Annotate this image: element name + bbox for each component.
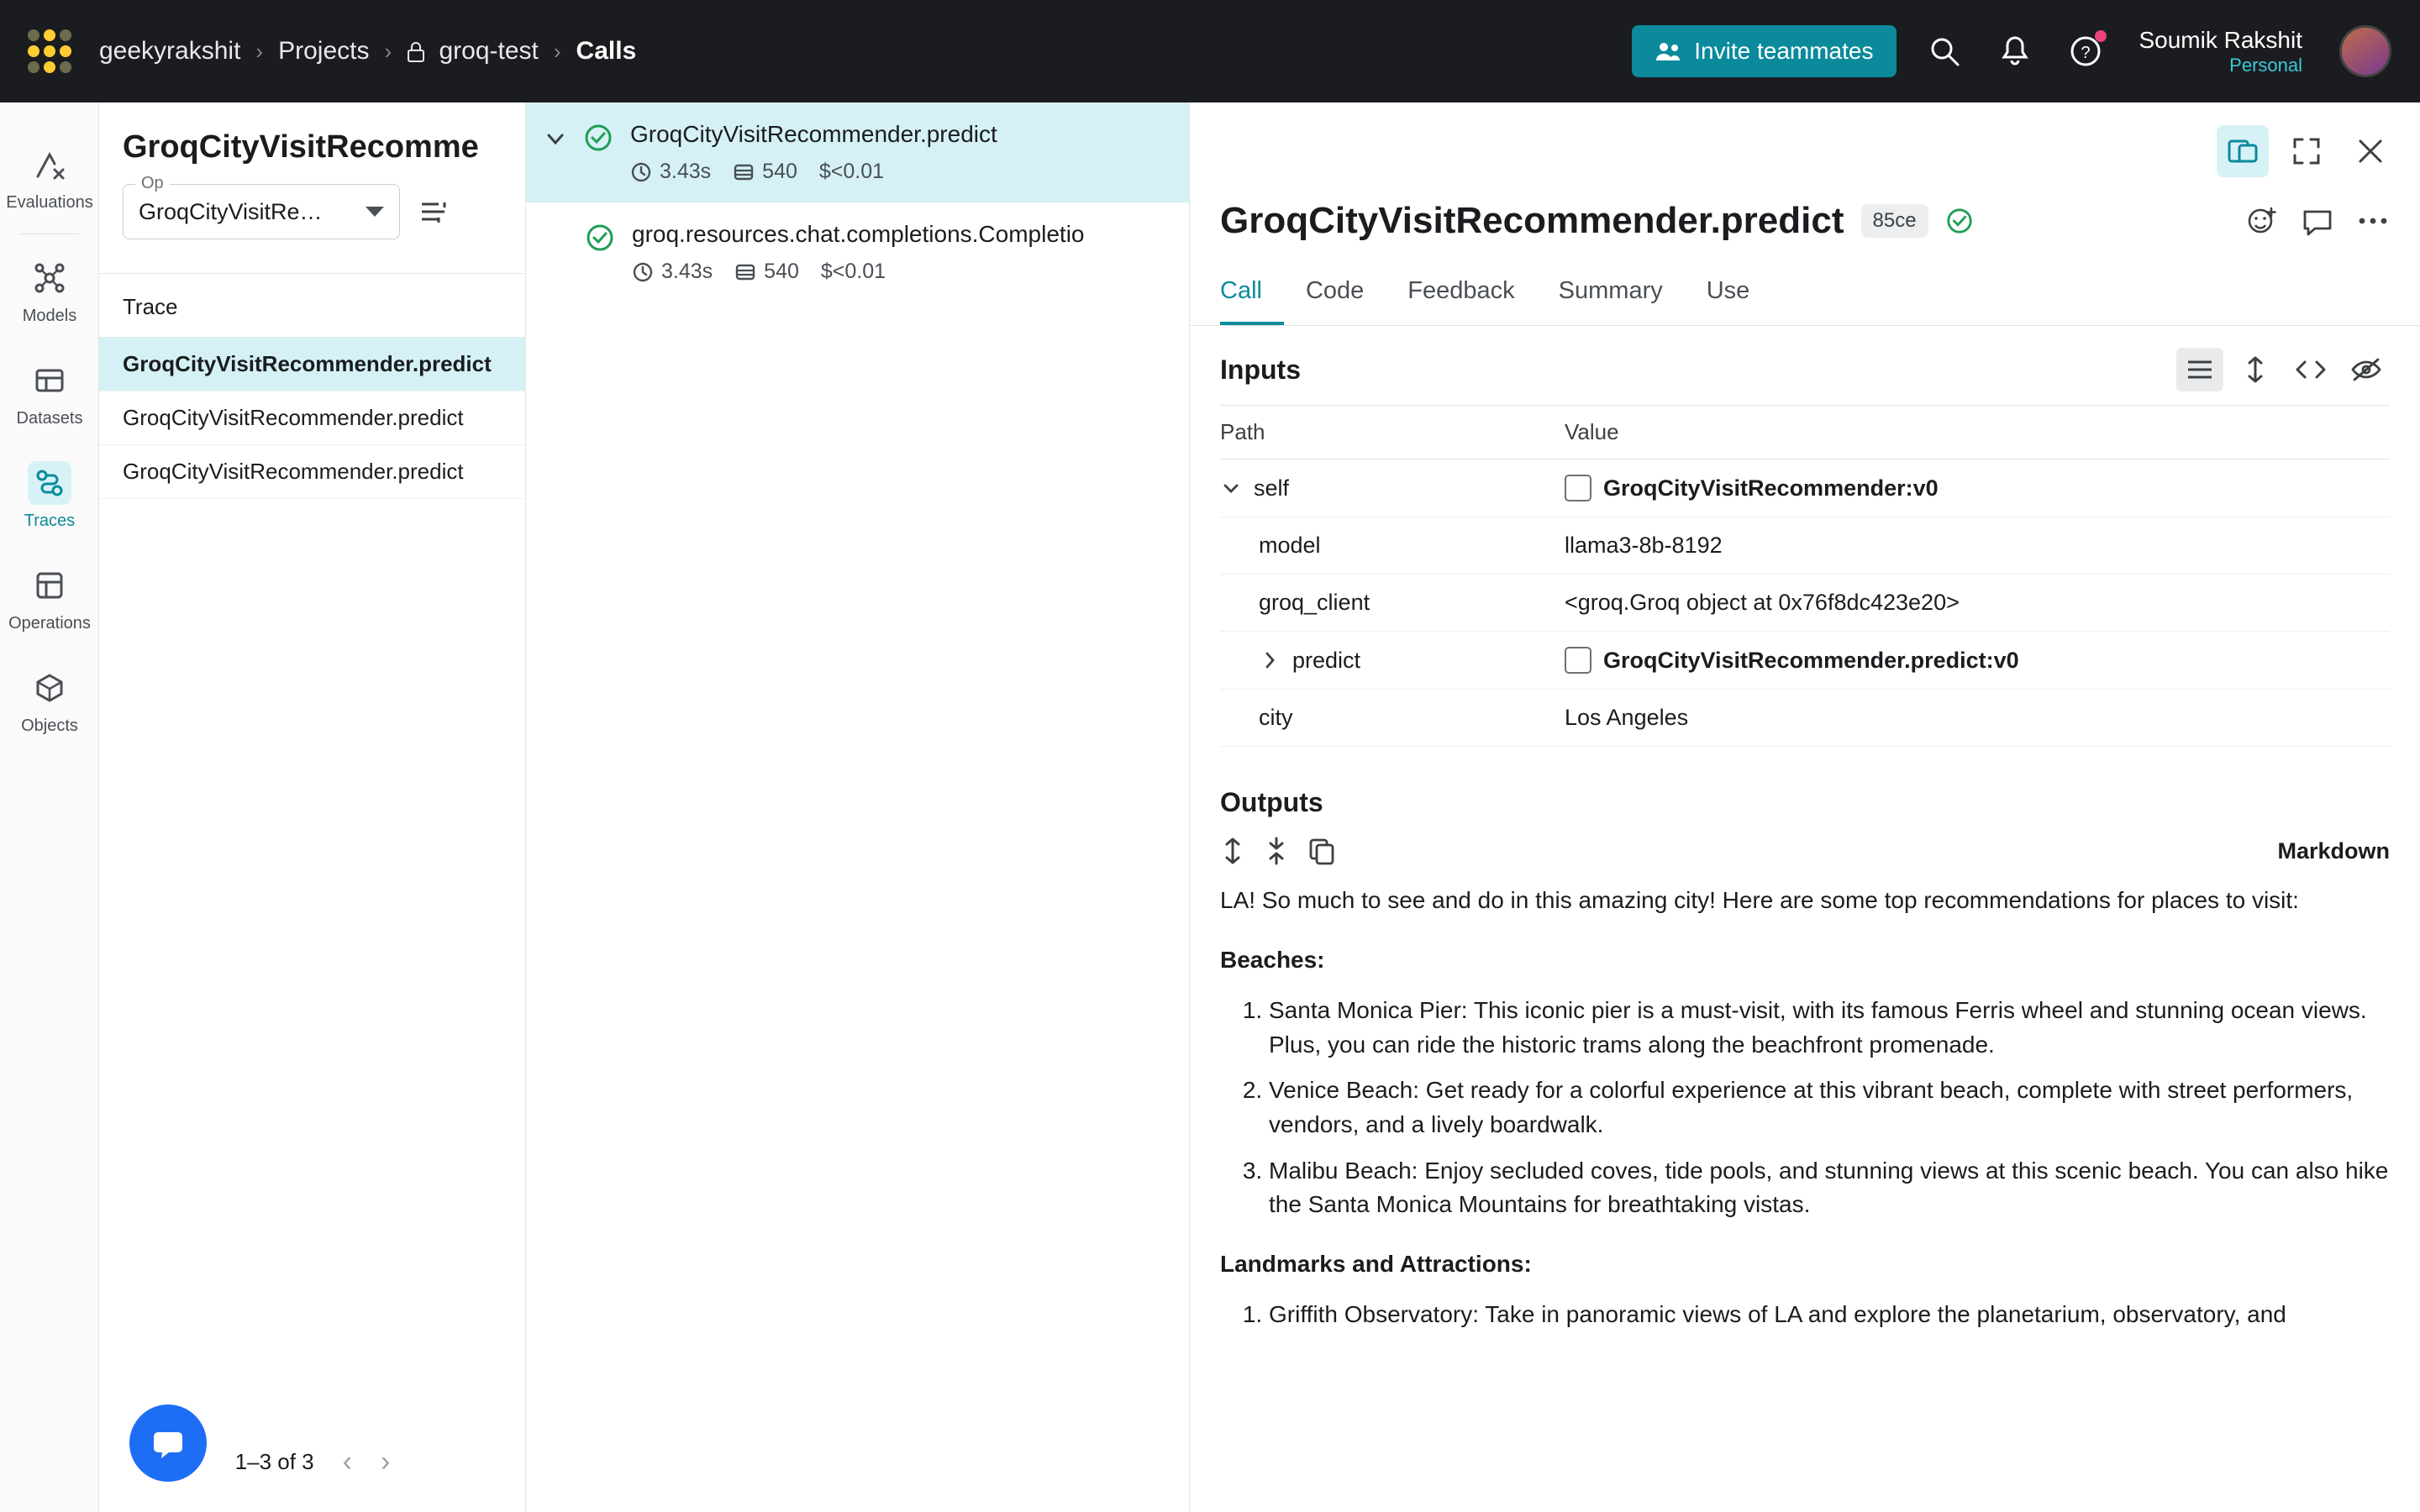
input-value-model: llama3-8b-8192 bbox=[1565, 517, 2390, 575]
trace-node-name: groq.resources.chat.completions.Completio bbox=[632, 221, 1085, 247]
logo-grid-icon bbox=[28, 29, 71, 73]
lock-icon bbox=[407, 41, 425, 63]
output-list-landmarks bbox=[1220, 1298, 2390, 1332]
trace-node-child[interactable] bbox=[526, 202, 1189, 302]
sidebar-label-datasets: Datasets bbox=[16, 408, 83, 428]
columns-icon bbox=[419, 199, 451, 224]
trace-node-metrics bbox=[630, 160, 1172, 184]
invite-teammates-button[interactable] bbox=[1632, 25, 1897, 77]
status-success-icon bbox=[583, 121, 618, 153]
calls-filter-row bbox=[99, 174, 525, 239]
breadcrumb-separator: › bbox=[553, 38, 561, 64]
code-view-button[interactable] bbox=[2287, 348, 2334, 391]
hide-values-button[interactable] bbox=[2343, 348, 2390, 391]
operations-icon bbox=[28, 564, 71, 607]
trace-node-metrics bbox=[632, 260, 1172, 284]
user-scope-label: Personal bbox=[2229, 54, 2302, 76]
column-header-value: Value bbox=[1565, 406, 2390, 459]
expand-icon bbox=[2291, 136, 2322, 166]
outputs-title: Outputs bbox=[1220, 787, 1323, 817]
input-value-groq-client: <groq.Groq object at 0x76f8dc423e20> bbox=[1565, 575, 2390, 632]
tokens-icon bbox=[734, 261, 756, 283]
table-row[interactable] bbox=[1220, 575, 2390, 632]
duration-metric bbox=[630, 160, 711, 184]
table-header-row bbox=[1220, 406, 2390, 459]
app-logo[interactable] bbox=[0, 0, 99, 102]
avatar[interactable] bbox=[2339, 25, 2391, 77]
status-success-icon bbox=[585, 221, 620, 253]
top-bar-actions bbox=[1632, 25, 2420, 77]
user-menu[interactable] bbox=[2139, 26, 2302, 76]
breadcrumb-separator: › bbox=[255, 38, 264, 64]
input-path-groq-client: groq_client bbox=[1259, 590, 1370, 615]
sidebar-item-datasets[interactable] bbox=[0, 342, 99, 444]
chevron-down-icon[interactable] bbox=[1220, 477, 1242, 499]
list-item[interactable] bbox=[99, 338, 525, 391]
table-row[interactable] bbox=[1220, 459, 2390, 517]
table-row[interactable] bbox=[1220, 632, 2390, 690]
output-intro: LA! So much to see and do in this amazing city! Here are some top recommendations for places to visit: bbox=[1220, 887, 2299, 913]
next-page-button[interactable]: › bbox=[380, 1445, 391, 1478]
close-button[interactable] bbox=[2344, 125, 2396, 177]
sidebar-item-operations[interactable] bbox=[0, 547, 99, 649]
search-button[interactable] bbox=[1922, 29, 1967, 74]
inputs-section-header bbox=[1190, 326, 2420, 405]
tab-use[interactable]: Use bbox=[1706, 277, 1750, 304]
table-row[interactable] bbox=[1220, 690, 2390, 747]
copy-output-button[interactable] bbox=[1307, 837, 1336, 865]
sidebar-rail bbox=[0, 102, 99, 1512]
inputs-toolbar bbox=[2176, 348, 2390, 391]
breadcrumb-separator: › bbox=[384, 38, 392, 64]
tokens-value: 540 bbox=[764, 260, 799, 283]
notification-dot bbox=[2095, 30, 2107, 42]
list-view-button[interactable] bbox=[2176, 348, 2223, 391]
status-success-icon bbox=[1945, 207, 1974, 235]
tab-feedback[interactable]: Feedback bbox=[1407, 277, 1515, 304]
duration-metric bbox=[632, 260, 713, 284]
column-header-path: Path bbox=[1220, 406, 1565, 459]
pagination-label: 1–3 of 3 bbox=[234, 1448, 314, 1474]
output-heading-landmarks: Landmarks and Attractions: bbox=[1220, 1250, 1532, 1277]
close-icon bbox=[2355, 136, 2386, 166]
clock-icon bbox=[630, 161, 652, 183]
tab-code[interactable]: Code bbox=[1305, 277, 1365, 304]
sidebar-label-operations: Operations bbox=[8, 613, 91, 633]
breadcrumb-item-project[interactable] bbox=[407, 37, 539, 66]
list-item-label: GroqCityVisitRecommender.predict bbox=[123, 405, 464, 430]
trace-column-header: Trace bbox=[99, 274, 525, 338]
op-ref-icon bbox=[1565, 647, 1591, 674]
breadcrumb-item-calls[interactable]: Calls bbox=[576, 37, 637, 65]
list-item[interactable] bbox=[99, 445, 525, 499]
input-path-model: model bbox=[1259, 533, 1321, 558]
sidebar-item-models[interactable] bbox=[0, 239, 99, 342]
chevron-right-icon[interactable] bbox=[1259, 649, 1281, 671]
op-filter-value: GroqCityVisitRe… bbox=[139, 198, 323, 224]
op-filter-select[interactable] bbox=[123, 174, 400, 239]
breadcrumb bbox=[99, 37, 636, 66]
inputs-title: Inputs bbox=[1220, 354, 1301, 385]
table-row[interactable] bbox=[1220, 517, 2390, 575]
cost-value: $<0.01 bbox=[820, 260, 886, 283]
invite-teammates-label: Invite teammates bbox=[1694, 38, 1874, 64]
svg-text:?: ? bbox=[2081, 44, 2091, 62]
split-panel-icon bbox=[2228, 138, 2258, 165]
sidebar-label-evaluations: Evaluations bbox=[6, 192, 93, 212]
detail-title: GroqCityVisitRecommender.predict bbox=[1220, 200, 1844, 241]
sidebar-label-traces: Traces bbox=[24, 511, 76, 530]
add-reaction-button[interactable] bbox=[2245, 204, 2279, 238]
chat-icon bbox=[149, 1424, 187, 1462]
comment-button[interactable] bbox=[2301, 204, 2334, 238]
tokens-icon bbox=[733, 161, 755, 183]
duration-value: 3.43s bbox=[661, 260, 713, 283]
trace-node-name: GroqCityVisitRecommender.predict bbox=[630, 121, 997, 147]
detail-header-actions bbox=[2245, 204, 2390, 238]
sidebar-label-objects: Objects bbox=[21, 716, 78, 735]
list-item: 1. Griffith Observatory: Take in panoramic views of LA and explore the planetarium, observatory, and bbox=[1269, 1298, 2390, 1332]
chevron-down-icon bbox=[366, 207, 384, 217]
output-list-beaches bbox=[1220, 994, 2390, 1222]
tab-call[interactable]: Call bbox=[1220, 265, 1284, 325]
top-bar bbox=[0, 0, 2420, 102]
call-detail-panel bbox=[1190, 102, 2420, 1512]
sidebar-label-models: Models bbox=[22, 306, 77, 325]
people-icon bbox=[1655, 40, 1681, 62]
more-options-button[interactable] bbox=[2356, 215, 2390, 227]
call-id-badge[interactable]: 85ce bbox=[1861, 204, 1928, 238]
input-path-self: self bbox=[1254, 475, 1290, 501]
split-view-button[interactable] bbox=[2217, 125, 2269, 177]
clock-icon bbox=[632, 261, 654, 283]
output-format-label[interactable]: Markdown bbox=[2277, 837, 2390, 864]
tokens-metric bbox=[734, 260, 799, 284]
traces-icon bbox=[28, 461, 71, 505]
calls-list-panel bbox=[99, 102, 526, 1512]
tokens-metric bbox=[733, 160, 797, 184]
page-title: GroqCityVisitRecomme bbox=[123, 129, 479, 165]
support-chat-button[interactable] bbox=[129, 1404, 207, 1482]
inputs-table bbox=[1220, 405, 2390, 747]
objects-icon bbox=[28, 666, 71, 710]
output-heading-beaches: Beaches: bbox=[1220, 946, 1325, 973]
list-item-label: GroqCityVisitRecommender.predict bbox=[123, 351, 492, 376]
cost-value: $<0.01 bbox=[818, 160, 885, 183]
sidebar-item-evaluations[interactable] bbox=[0, 126, 99, 228]
output-markdown bbox=[1190, 874, 2420, 1384]
previous-page-button[interactable]: ‹ bbox=[342, 1445, 352, 1478]
help-button[interactable] bbox=[2063, 29, 2108, 74]
tokens-value: 540 bbox=[762, 160, 797, 183]
evaluations-icon bbox=[28, 143, 71, 186]
input-path-city: city bbox=[1259, 705, 1293, 730]
fullscreen-button[interactable] bbox=[2281, 125, 2333, 177]
tab-summary[interactable]: Summary bbox=[1558, 277, 1663, 304]
cost-metric bbox=[821, 260, 886, 284]
cost-metric bbox=[819, 160, 884, 184]
list-item: 2. Venice Beach: Get ready for a colorful experience at this vibrant beach, complete with street performers, vendors, and a lively boardwalk. bbox=[1269, 1074, 2390, 1142]
models-icon bbox=[28, 256, 71, 300]
breadcrumb-project-label: groq-test bbox=[439, 37, 539, 65]
detail-tabs bbox=[1190, 265, 2420, 326]
list-item: 3. Malibu Beach: Enjoy secluded coves, tide pools, and stunning views at this scenic beach. You can also hike the Santa Monica Mountains for breathtaking vistas. bbox=[1269, 1154, 2390, 1222]
duration-value: 3.43s bbox=[660, 160, 712, 183]
detail-window-controls bbox=[1190, 102, 2420, 200]
list-item[interactable] bbox=[99, 391, 525, 445]
sidebar-item-traces[interactable] bbox=[0, 444, 99, 547]
input-value-city: Los Angeles bbox=[1565, 690, 2390, 747]
expand-output-button[interactable] bbox=[1220, 837, 1245, 865]
trace-tree-panel bbox=[526, 102, 1190, 1512]
collapse-output-button[interactable] bbox=[1264, 837, 1289, 865]
outputs-toolbar bbox=[1190, 818, 2420, 874]
op-filter-legend: Op bbox=[135, 174, 170, 193]
bell-icon bbox=[1999, 34, 2031, 68]
expand-all-button[interactable] bbox=[2232, 348, 2279, 391]
search-icon bbox=[1928, 34, 1961, 68]
user-name-label: Soumik Rakshit bbox=[2139, 27, 2302, 53]
detail-header bbox=[1190, 200, 2420, 242]
object-ref-icon bbox=[1565, 475, 1591, 501]
trace-node-root[interactable] bbox=[526, 102, 1189, 202]
list-item: 1. Santa Monica Pier: This iconic pier is a must-visit, with its famous Ferris wheel and stunning ocean views. Plus, you can ride the historic trams along the beachfront promenade. bbox=[1269, 994, 2390, 1062]
list-item-label: GroqCityVisitRecommender.predict bbox=[123, 459, 464, 484]
input-value-self[interactable]: GroqCityVisitRecommender:v0 bbox=[1603, 475, 1939, 501]
breadcrumb-item-projects[interactable]: Projects bbox=[278, 37, 370, 65]
input-path-predict: predict bbox=[1292, 647, 1361, 673]
columns-settings-button[interactable] bbox=[415, 192, 455, 232]
input-value-predict[interactable]: GroqCityVisitRecommender.predict:v0 bbox=[1603, 647, 2019, 673]
chevron-down-icon[interactable] bbox=[543, 121, 571, 151]
notifications-button[interactable] bbox=[1992, 29, 2038, 74]
breadcrumb-item-entity[interactable]: geekyrakshit bbox=[99, 37, 241, 65]
sidebar-item-objects[interactable] bbox=[0, 649, 99, 752]
datasets-icon bbox=[28, 359, 71, 402]
